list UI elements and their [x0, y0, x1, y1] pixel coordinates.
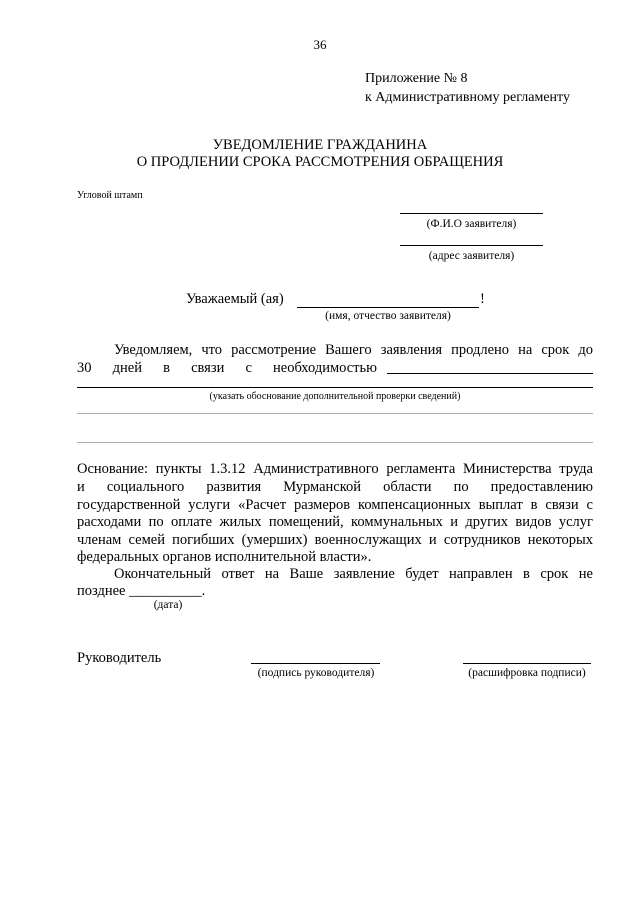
basis-line-6: федеральных органов исполнительной власти». [77, 549, 372, 565]
signature-role: Руководитель [77, 650, 162, 666]
signature-line [251, 663, 380, 664]
document-title-line-2: О ПРОДЛЕНИИ СРОКА РАССМОТРЕНИЯ ОБРАЩЕНИЯ [136, 154, 504, 170]
notice-line-1: Уведомляем, что рассмотрение Вашего заявления продлено на срок до [114, 342, 593, 358]
appendix-number: Приложение № 8 [365, 71, 468, 86]
notice-word: необходимостью [273, 360, 377, 376]
applicant-address-caption: (адрес заявителя) [428, 250, 515, 262]
notice-word: с [245, 360, 252, 376]
reason-line-3 [77, 442, 593, 443]
signature-decoding-caption: (расшифровка подписи) [468, 667, 586, 679]
basis-line-4: расходами по оплате жилых помещений, коммунальных и других видов услуг [77, 514, 593, 530]
applicant-name-caption: (Ф.И.О заявителя) [426, 218, 517, 230]
reason-line-2 [77, 413, 593, 414]
basis-line-5: членам семей погибших (умерших) военнослужащих и сотрудников некоторых [77, 532, 593, 548]
signature-decoding-line [463, 663, 591, 664]
final-answer-line-2: позднее __________. [77, 583, 206, 599]
notice-line-2 [77, 360, 377, 377]
corner-stamp-label: Угловой штамп [77, 190, 143, 201]
greeting-caption: (имя, отчество заявителя) [325, 310, 451, 322]
greeting-text: Уважаемый (ая) [186, 291, 284, 307]
signature-caption: (подпись руководителя) [257, 667, 375, 679]
applicant-address-line [400, 245, 543, 246]
notice-word: 30 [77, 360, 92, 376]
notice-word: дней [112, 360, 142, 376]
notice-word: связи [191, 360, 225, 376]
document-title-line-1: УВЕДОМЛЕНИЕ ГРАЖДАНИНА [212, 137, 428, 153]
applicant-name-line [400, 213, 543, 214]
notice-word: в [163, 360, 170, 376]
reason-line-1 [77, 387, 593, 388]
final-answer-line-1: Окончательный ответ на Ваше заявление будет направлен в срок не [114, 566, 593, 582]
basis-line-2: и социального развития Мурманской области по предоставлению [77, 479, 593, 495]
basis-line-1: Основание: пункты 1.3.12 Административного регламента Министерства труда [77, 461, 593, 477]
greeting-name-line [297, 307, 479, 308]
date-caption: (дата) [153, 599, 183, 611]
page-number: 36 [313, 37, 327, 52]
reason-caption: (указать обоснование дополнительной проверки сведений) [209, 391, 461, 402]
greeting-exclamation: ! [480, 291, 485, 307]
basis-line-3: государственной услуги «Расчет размеров компенсационных выплат в связи с [77, 497, 593, 513]
appendix-reference: к Административному регламенту [365, 90, 570, 105]
reason-line-inline [387, 373, 593, 374]
